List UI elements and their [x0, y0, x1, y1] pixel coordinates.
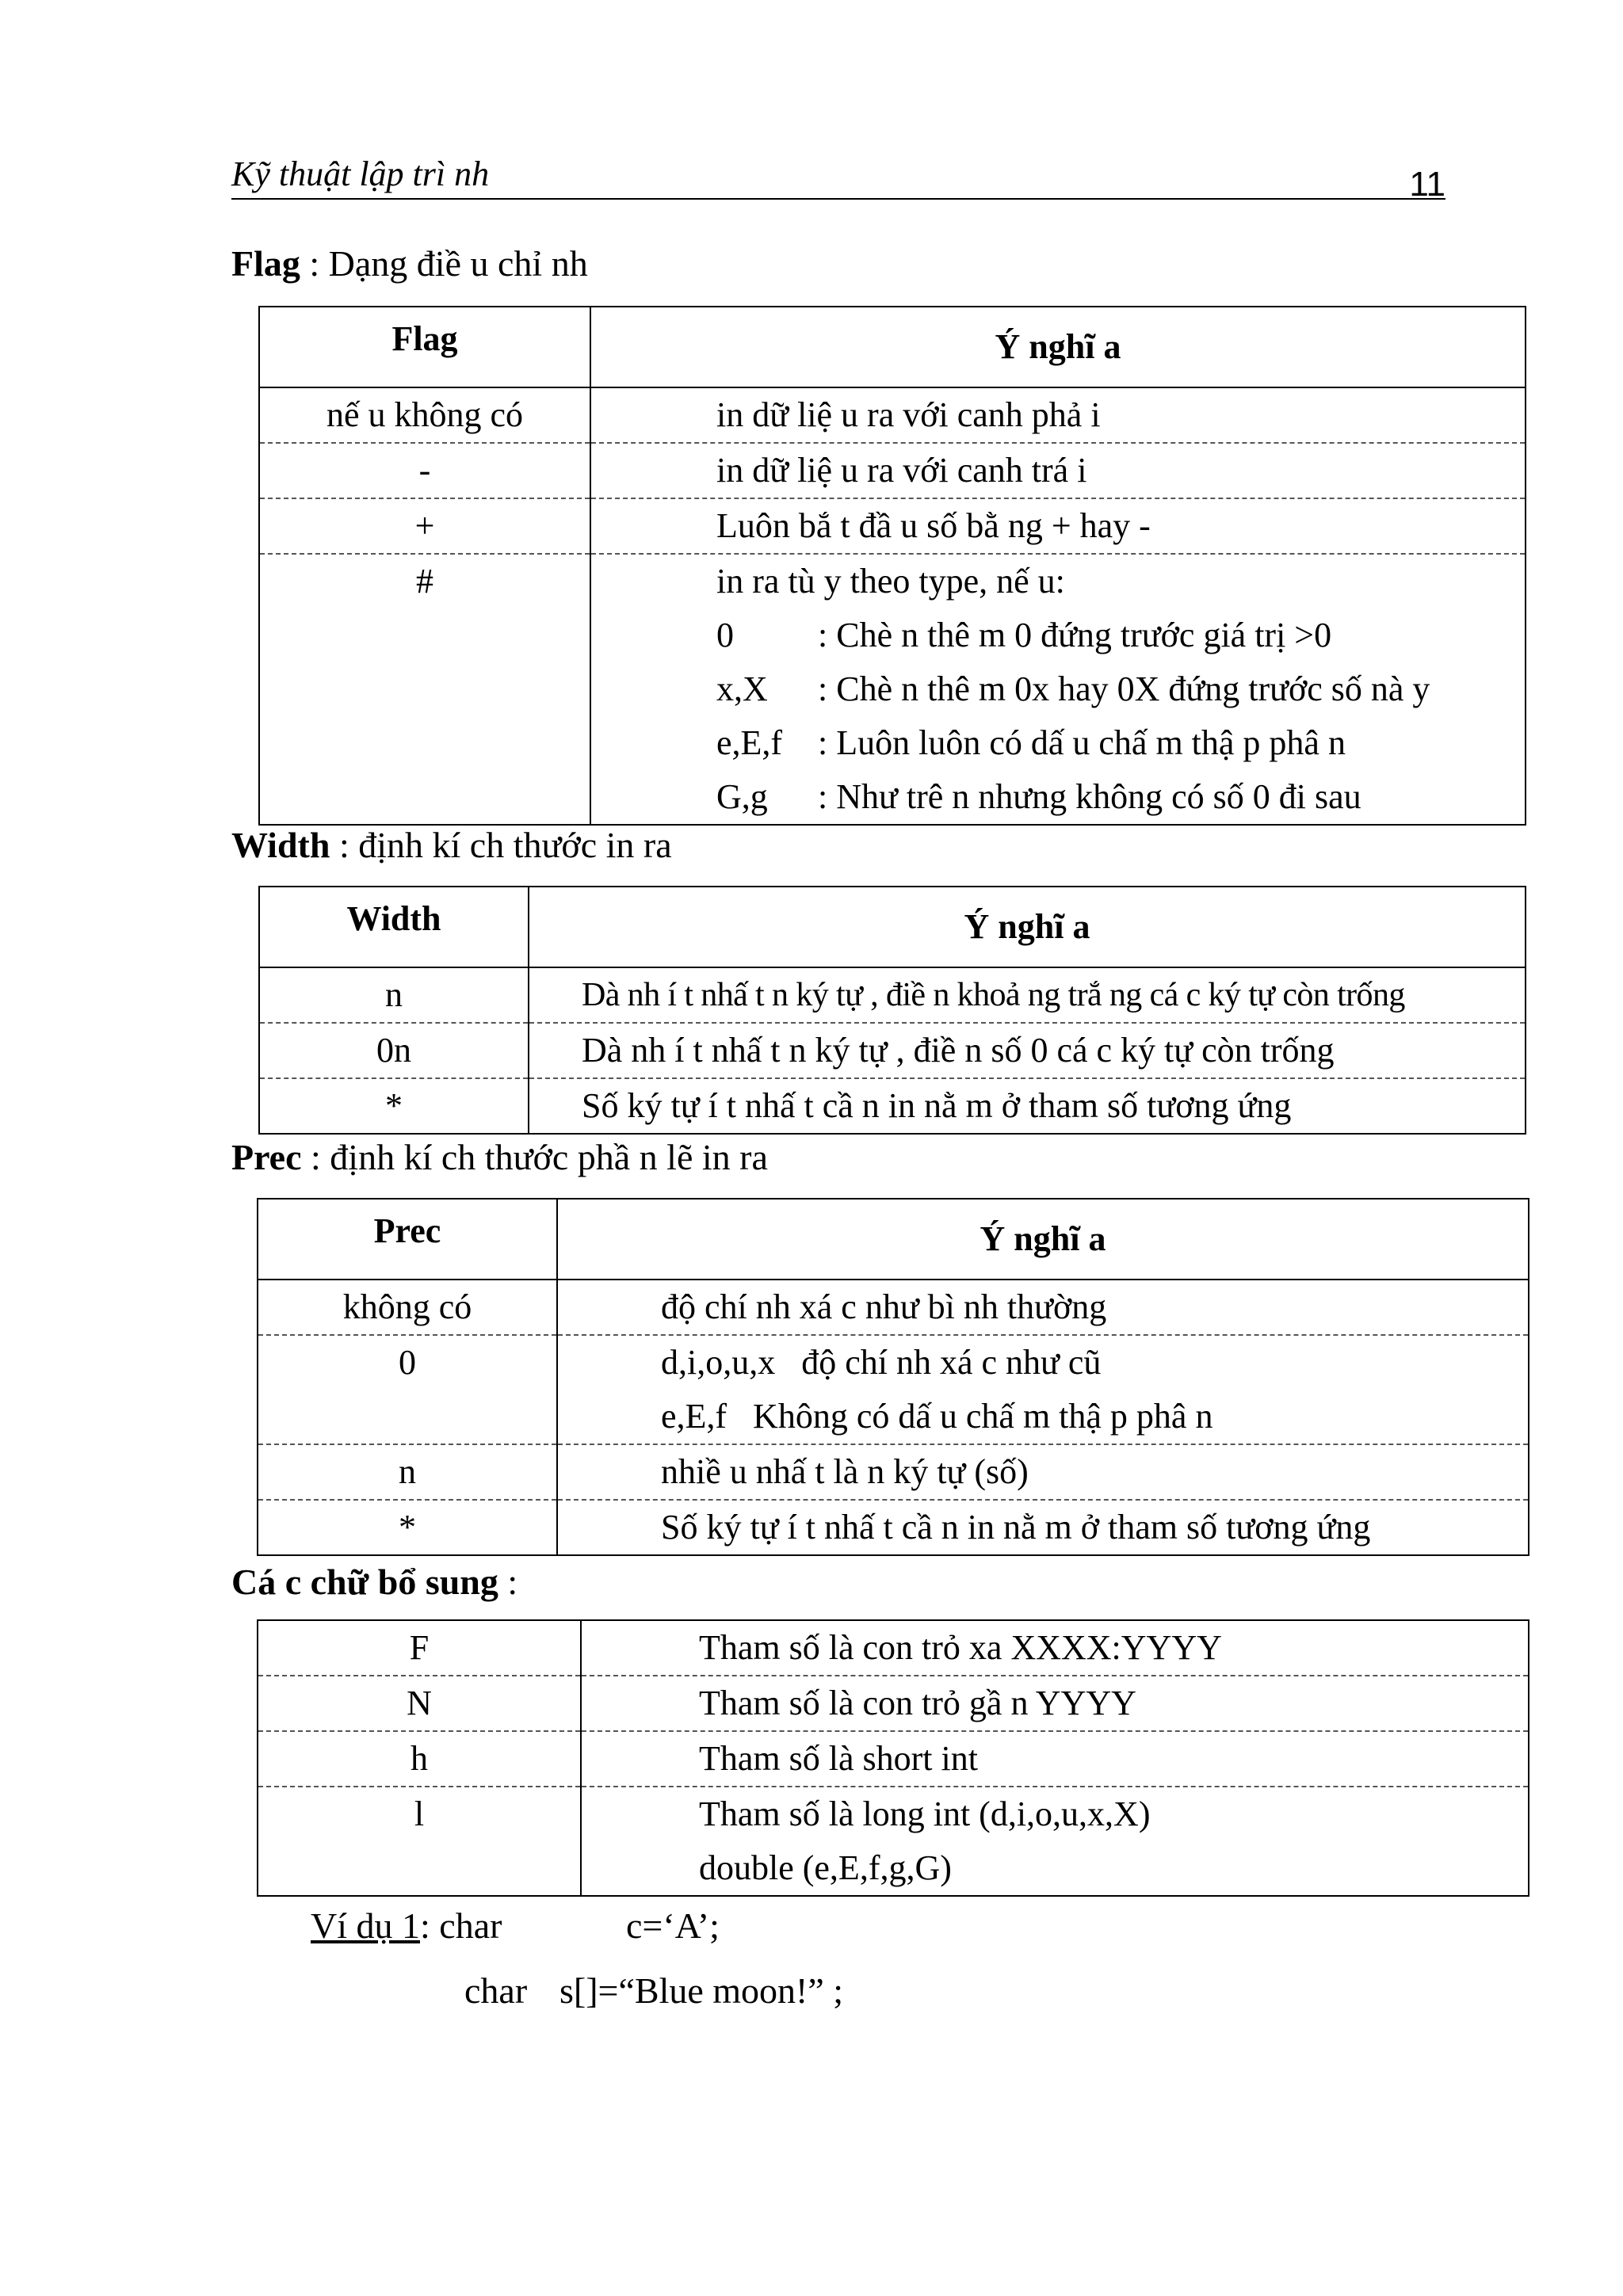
width-key: n	[385, 975, 403, 1014]
flag-col2-header: Ý nghĩ a	[995, 327, 1121, 366]
flag-desc: in dữ liệ u ra với canh trá i	[716, 451, 1087, 490]
prec-key: 0	[399, 1343, 416, 1382]
table-row	[258, 1620, 1529, 1676]
table-row	[258, 1787, 1529, 1896]
page-header	[231, 151, 1445, 204]
table-row	[258, 1444, 1529, 1500]
table-row	[258, 1731, 1529, 1787]
prec-key: *	[399, 1508, 416, 1547]
flag-key: nế u không có	[326, 395, 524, 434]
prec-heading	[231, 1136, 768, 1178]
width-table	[258, 886, 1526, 1135]
prec-heading-bold: Prec	[231, 1137, 302, 1177]
prec-desc: độ chí nh xá c như bì nh thường	[661, 1287, 1107, 1326]
extra-heading-bold: Cá c chữ bổ sung	[231, 1562, 498, 1602]
extra-heading	[231, 1561, 517, 1603]
width-desc: Dà nh í t nhấ t n ký tự , điề n khoả ng trắ ng cá c ký tự còn trống	[582, 977, 1405, 1013]
prec-desc: Số ký tự í t nhấ t cầ n in nằ m ở tham số tương ứng	[661, 1508, 1371, 1547]
flag-subline: G,g : Như trê n nhưng không có số 0 đi sau	[716, 777, 1361, 816]
extra-key: h	[411, 1739, 428, 1778]
prec-table-header	[258, 1199, 1529, 1280]
flag-desc: in ra tù y theo type, nế u:	[716, 562, 1065, 601]
width-heading-rest: : định kí ch thước in ra	[330, 825, 672, 865]
example-code-1: c=‘A’;	[626, 1905, 720, 1946]
width-desc: Số ký tự í t nhấ t cầ n in nằ m ở tham số tương ứng	[582, 1086, 1292, 1125]
prec-desc: e,E,f Không có dấ u chấ m thậ p phâ n	[661, 1397, 1213, 1436]
flag-table-header	[259, 307, 1526, 387]
page-number: 11	[1409, 165, 1445, 204]
flag-table	[258, 306, 1526, 826]
table-row	[259, 387, 1526, 443]
flag-subline: 0 : Chè n thê m 0 đứng trước giá trị >0	[716, 616, 1332, 654]
example-kw-2: char	[464, 1970, 528, 2011]
width-col1-header: Width	[346, 899, 441, 938]
table-row	[258, 1335, 1529, 1444]
flag-desc: in dữ liệ u ra với canh phả i	[716, 395, 1101, 434]
flag-heading-rest: : Dạng điề u chỉ nh	[300, 243, 588, 284]
prec-col2-header: Ý nghĩ a	[980, 1219, 1106, 1258]
example-code-2: s[]=“Blue moon!” ;	[559, 1970, 844, 2011]
table-row	[258, 1676, 1529, 1731]
extra-desc: Tham số là con trỏ xa XXXX:YYYY	[699, 1628, 1222, 1667]
flag-heading-bold: Flag	[231, 243, 300, 284]
table-row	[259, 554, 1526, 825]
width-table-header	[259, 887, 1526, 967]
width-key: *	[385, 1086, 403, 1125]
flag-heading	[231, 242, 588, 284]
table-row	[259, 1023, 1526, 1078]
table-row	[259, 498, 1526, 554]
extra-key: N	[407, 1684, 432, 1722]
extra-desc: Tham số là long int (d,i,o,u,x,X)	[699, 1794, 1151, 1833]
example-line-1	[311, 1905, 502, 1947]
header-title: Kỹ thuật lập trì nh	[231, 154, 490, 193]
width-desc: Dà nh í t nhấ t n ký tự , điề n số 0 cá c ký tự còn trống	[582, 1031, 1335, 1070]
table-row	[259, 967, 1526, 1023]
extra-key: l	[414, 1794, 425, 1833]
table-row	[258, 1500, 1529, 1555]
prec-heading-rest: : định kí ch thước phầ n lẽ in ra	[301, 1137, 768, 1177]
width-heading-bold: Width	[231, 825, 330, 865]
extra-key: F	[409, 1628, 430, 1667]
flag-desc: Luôn bắ t đầ u số bằ ng + hay -	[716, 506, 1151, 545]
prec-desc: nhiề u nhấ t là n ký tự (số)	[661, 1452, 1029, 1491]
extra-desc: Tham số là short int	[699, 1739, 978, 1778]
extra-heading-rest: :	[498, 1562, 518, 1602]
example-colon: :	[420, 1905, 440, 1946]
flag-key: -	[418, 451, 431, 490]
width-key: 0n	[376, 1031, 411, 1070]
example-label: Ví dụ 1	[311, 1905, 420, 1946]
extra-desc: Tham số là con trỏ gầ n YYYY	[699, 1684, 1136, 1722]
flag-key: #	[416, 562, 433, 601]
width-heading	[231, 824, 672, 866]
extra-table	[257, 1619, 1529, 1897]
table-row	[258, 1280, 1529, 1335]
prec-table	[257, 1198, 1529, 1556]
flag-subline: x,X : Chè n thê m 0x hay 0X đứng trước số nà y	[716, 669, 1430, 708]
flag-subline: e,E,f : Luôn luôn có dấ u chấ m thậ p phâ n	[716, 723, 1346, 762]
extra-desc: double (e,E,f,g,G)	[699, 1848, 952, 1887]
flag-key: +	[414, 506, 435, 545]
width-col2-header: Ý nghĩ a	[964, 907, 1090, 946]
table-row	[259, 443, 1526, 498]
table-row	[259, 1078, 1526, 1134]
flag-col1-header: Flag	[391, 319, 458, 358]
prec-desc: d,i,o,u,x độ chí nh xá c như cũ	[661, 1343, 1102, 1382]
example-kw-1: char	[439, 1905, 502, 1946]
prec-key: n	[399, 1452, 416, 1491]
prec-col1-header: Prec	[373, 1211, 441, 1250]
prec-key: không có	[342, 1287, 472, 1326]
